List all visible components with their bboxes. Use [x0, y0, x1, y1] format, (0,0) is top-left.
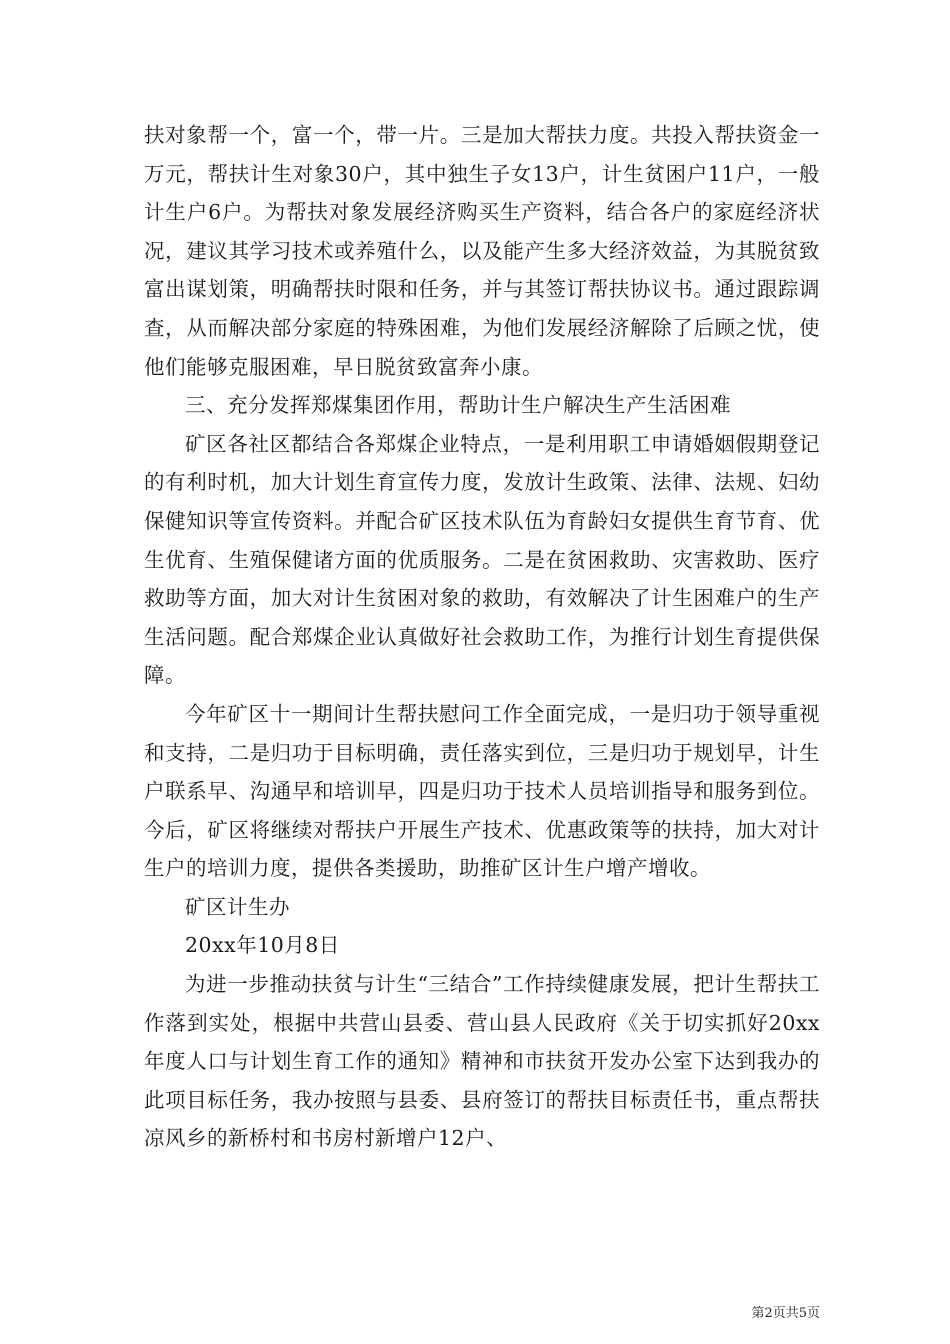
paragraph: 今年矿区十一期间计生帮扶慰问工作全面完成，一是归功于领导重视和支持，二是归功于目标明确，责任落实到位，三是归功于规划早，计生户联系早、沟通早和培训早，四是归功于技术人员培训指导和服务到位。今后，矿区将继续对帮扶户开展生产技术、优惠政策等的扶持，加大对计生户的培训力度，提供各类援助，助推矿区计生户增产增收。 [144, 701, 820, 881]
paragraph: 为进一步推动扶贫与计生“三结合”工作持续健康发展，把计生帮扶工作落到实处，根据中共营山县委、营山县人民政府《关于切实抓好20xx年度人口与计划生育工作的通知》精神和市扶贫开发办公室下达到我办的此项目标任务，我办按照与县委、县府签订的帮扶目标责任书，重点帮扶凉风乡的新桥村和书房村新增户12户、 [144, 972, 820, 1151]
signature-date: 20xx年10月8日 [185, 933, 340, 958]
document-body [144, 116, 820, 1158]
page-number: 第2页共5页 [751, 1306, 820, 1321]
section-heading: 三、充分发挥郑煤集团作用，帮助计生户解决生产生活困难 [185, 393, 731, 418]
paragraph: 矿区各社区都结合各郑煤企业特点，一是利用职工申请婚姻假期登记的有利时机，加大计划生育宣传力度，发放计生政策、法律、法规、妇幼保健知识等宣传资料。并配合矿区技术队伍为育龄妇女提供生育节育、优生优育、生殖保健诸方面的优质服务。二是在贫困救助、灾害救助、医疗救助等方面，加大对计生贫困对象的救助，有效解决了计生困难户的生产生活问题。配合郑煤企业认真做好社会救助工作，为推行计划生育提供保障。 [144, 431, 820, 688]
paragraph-continued: 扶对象帮一个，富一个，带一片。三是加大帮扶力度。共投入帮扶资金一万元，帮扶计生对象30户，其中独生子女13户，计生贫困户11户，一般计生户6户。为帮扶对象发展经济购买生产资料，结合各户的家庭经济状况，建议其学习技术或养殖什么，以及能产生多大经济效益，为其脱贫致富出谋划策，明确帮扶时限和任务，并与其签订帮扶协议书。通过跟踪调查，从而解决部分家庭的特殊困难，为他们发展经济解除了后顾之忧，使他们能够克服困难，早日脱贫致富奔小康。 [144, 123, 820, 379]
signature-organization: 矿区计生办 [185, 894, 290, 919]
